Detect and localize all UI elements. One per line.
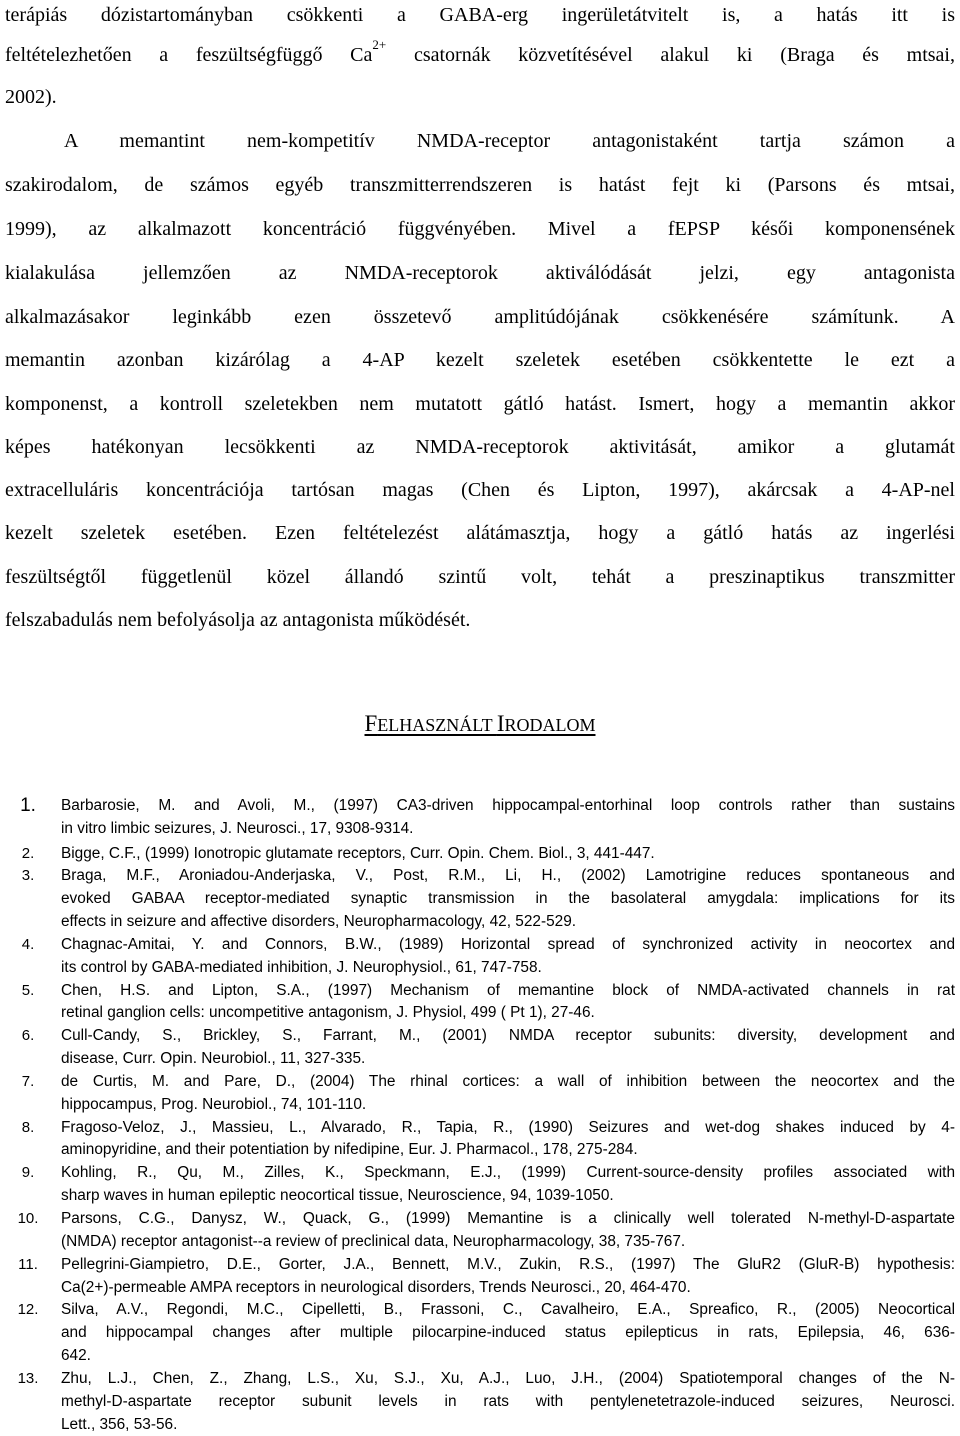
reference-line: Zhu, L.J., Chen, Z., Zhang, L.S., Xu, S.J., Xu, A.J., Luo, J.H., (2004) Spatiotemporal changes of the N- bbox=[61, 1370, 955, 1387]
reference-number: 7. bbox=[21, 1073, 35, 1090]
reference-number: 5. bbox=[21, 982, 35, 999]
reference-line: Braga, M.F., Aroniadou-Anderjaska, V., Post, R.M., Li, H., (2002) Lamotrigine reduces spontaneous and bbox=[61, 867, 955, 884]
reference-line: effects in seizure and affective disorders, Neuropharmacology, 42, 522-529. bbox=[61, 913, 577, 930]
reference-line: Chagnac-Amitai, Y. and Connors, B.W., (1989) Horizontal spread of synchronized activity in neocortex and bbox=[61, 936, 955, 953]
reference-line: Chen, H.S. and Lipton, S.A., (1997) Mechanism of memantine block of NMDA-activated channels in rat bbox=[61, 982, 955, 999]
reference-line: and hippocampal changes after multiple pilocarpine-induced status epilepticus in rats, Epilepsia, 46, 636- bbox=[61, 1324, 955, 1341]
reference-line: Ca(2+)-permeable AMPA receptors in neurological disorders, Trends Neurosci., 20, 464-470. bbox=[61, 1279, 691, 1296]
reference-number: 11. bbox=[18, 1256, 38, 1273]
body-line: A memantint nem-kompetitív NMDA-receptor antagonistaként tartja számon a bbox=[64, 130, 955, 152]
reference-number: 1. bbox=[20, 795, 36, 816]
body-line: extracelluláris koncentrációja tartósan magas (Chen és Lipton, 1997), akárcsak a 4-AP-nel bbox=[5, 479, 955, 501]
reference-line: de Curtis, M. and Pare, D., (2004) The rhinal cortices: a wall of inhibition between the neocortex and the bbox=[61, 1073, 955, 1090]
reference-line: Bigge, C.F., (1999) Ionotropic glutamate receptors, Curr. Opin. Chem. Biol., 3, 441-447. bbox=[61, 845, 655, 862]
reference-line: Parsons, C.G., Danysz, W., Quack, G., (1999) Memantine is a clinically well tolerated N-methyl-D-aspartate bbox=[61, 1210, 955, 1227]
reference-line: methyl-D-aspartate receptor subunit levels in rats with pentylenetetrazole-induced seizures, Neurosci. bbox=[61, 1393, 955, 1410]
reference-line: Pellegrini-Giampietro, D.E., Gorter, J.A., Bennett, M.V., Zukin, R.S., (1997) The GluR2 (GluR-B) hypothesis: bbox=[61, 1256, 955, 1273]
body-line: 2002). bbox=[5, 86, 57, 108]
reference-line: Silva, A.V., Regondi, M.C., Cipelletti, B., Frassoni, C., Cavalheiro, E.A., Spreafico, R., (2005) Neocortical bbox=[61, 1301, 955, 1318]
reference-line: retinal ganglion cells: uncompetitive antagonism, J. Physiol, 499 ( Pt 1), 27-46. bbox=[61, 1004, 595, 1021]
body-line: feltételezhetően a feszültségfüggő $Ca^{2+}$ csatornák közvetítésével alakul ki (Braga és mtsai, bbox=[5, 37, 955, 66]
reference-line: (NMDA) receptor antagonist--a review of preclinical data, Neuropharmacology, 38, 735-767. bbox=[61, 1233, 686, 1250]
reference-line: Barbarosie, M. and Avoli, M., (1997) CA3-driven hippocampal-entorhinal loop controls rather than sustains bbox=[61, 797, 955, 814]
reference-number: 3. bbox=[21, 867, 35, 884]
reference-line: sharp waves in human epileptic neocortical tissue, Neuroscience, 94, 1039-1050. bbox=[61, 1187, 614, 1204]
reference-number: 12. bbox=[17, 1301, 39, 1318]
body-line: komponenst, a kontroll szeletekben nem mutatott gátló hatást. Ismert, hogy a memantin akkor bbox=[5, 393, 955, 415]
reference-number: 2. bbox=[21, 845, 35, 862]
superscript: 2+ bbox=[372, 37, 387, 53]
section-heading: FELHASZNÁLT IRODALOM bbox=[364, 711, 596, 736]
body-line: szakirodalom, de számos egyéb transzmitterrendszeren is hatást fejt ki (Parsons és mtsai, bbox=[5, 174, 955, 196]
reference-line: aminopyridine, and their potentiation by nifedipine, Eur. J. Pharmacol., 178, 275-284. bbox=[61, 1141, 638, 1158]
reference-line: hippocampus, Prog. Neurobiol., 74, 101-110. bbox=[61, 1096, 367, 1113]
reference-line: evoked GABAA receptor-mediated synaptic transmission in the basolateral amygdala: implications for its bbox=[61, 890, 955, 907]
body-line: feszültségtől függetlenül közel állandó szintű volt, tehát a preszinaptikus transzmitter bbox=[5, 566, 955, 588]
body-line: 1999), az alkalmazott koncentráció függvényében. Mivel a fEPSP késői komponensének bbox=[5, 218, 955, 240]
reference-number: 6. bbox=[21, 1027, 35, 1044]
reference-line: in vitro limbic seizures, J. Neurosci., 17, 9308-9314. bbox=[61, 820, 414, 837]
body-line: képes hatékonyan lecsökkenti az NMDA-receptorok aktivitását, amikor a glutamát bbox=[5, 436, 955, 458]
body-line: felszabadulás nem befolyásolja az antagonista működését. bbox=[5, 609, 471, 631]
body-line: kialakulása jellemzően az NMDA-receptorok aktiválódását jelzi, egy antagonista bbox=[5, 262, 955, 284]
body-line: terápiás dózistartományban csökkenti a GABA-erg ingerületátvitelt is, a hatás itt is bbox=[5, 4, 955, 26]
reference-number: 13. bbox=[17, 1370, 39, 1387]
reference-number: 4. bbox=[21, 936, 35, 953]
body-line: alkalmazásakor leginkább ezen összetevő amplitúdójának csökkenésére számítunk. A bbox=[5, 306, 955, 328]
reference-line: Kohling, R., Qu, M., Zilles, K., Speckmann, E.J., (1999) Current-source-density profiles associated with bbox=[61, 1164, 955, 1181]
reference-line: its control by GABA-mediated inhibition, J. Neurophysiol., 61, 747-758. bbox=[61, 959, 542, 976]
reference-number: 8. bbox=[21, 1119, 35, 1136]
reference-line: Lett., 356, 53-56. bbox=[61, 1416, 178, 1433]
body-line: memantin azonban kizárólag a 4-AP kezelt szeletek esetében csökkentette le ezt a bbox=[5, 349, 955, 371]
reference-line: 642. bbox=[61, 1347, 91, 1364]
reference-line: disease, Curr. Opin. Neurobiol., 11, 327-335. bbox=[61, 1050, 366, 1067]
reference-number: 9. bbox=[21, 1164, 35, 1181]
body-line: kezelt szeletek esetében. Ezen feltételezést alátámasztja, hogy a gátló hatás az ingerlési bbox=[5, 522, 955, 544]
reference-number: 10. bbox=[17, 1210, 39, 1227]
reference-line: Cull-Candy, S., Brickley, S., Farrant, M., (2001) NMDA receptor subunits: diversity, development and bbox=[61, 1027, 955, 1044]
reference-line: Fragoso-Veloz, J., Massieu, L., Alvarado, R., Tapia, R., (1990) Seizures and wet-dog shakes induced by 4- bbox=[61, 1119, 955, 1136]
